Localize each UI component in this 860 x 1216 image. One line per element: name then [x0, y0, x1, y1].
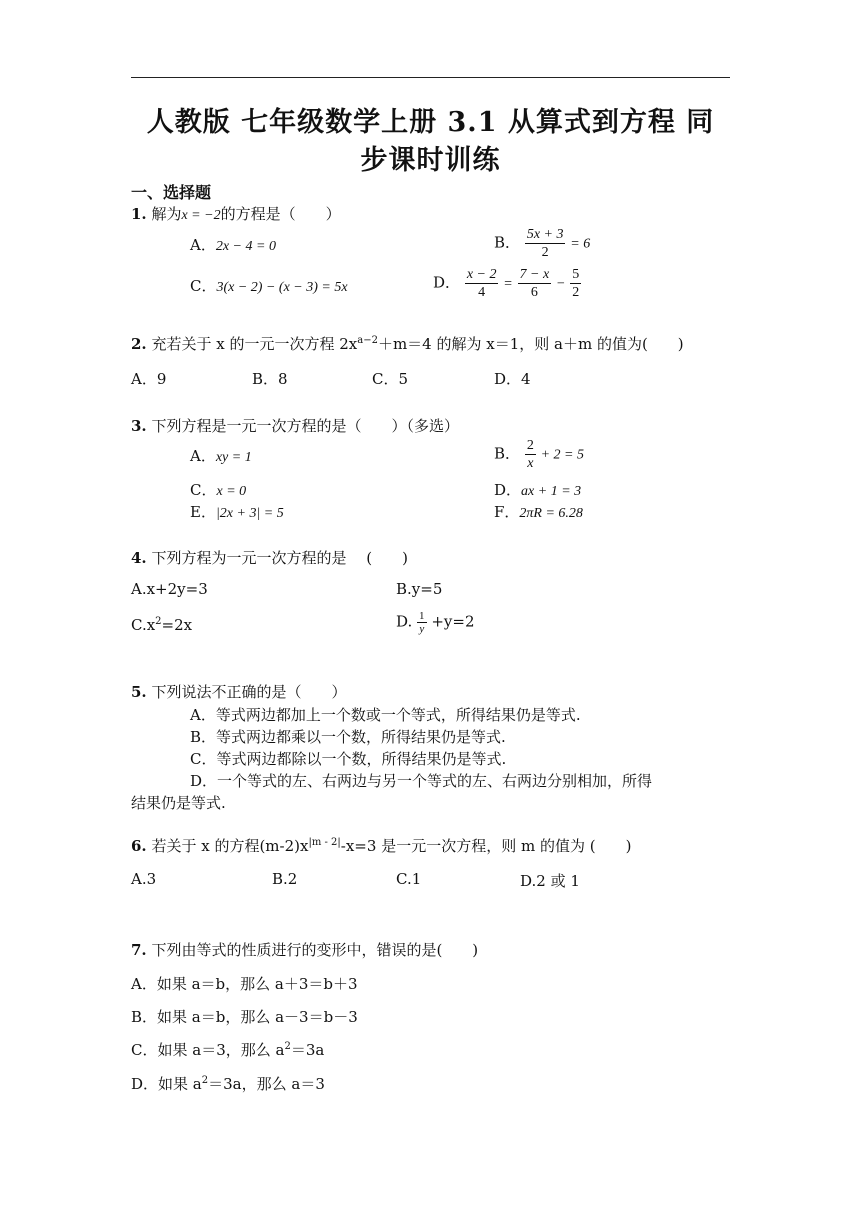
q4-option-a: A.x+2y=3	[131, 580, 208, 598]
title-line-1: 人教版 七年级数学上册 3.1 从算式到方程 同	[146, 107, 715, 138]
q1-option-b: B． $\frac{5x + 3}{2}$ = 6	[494, 227, 591, 260]
q3-option-d: D．ax + 1 = 3	[494, 481, 582, 499]
q5-option-d: D．一个等式的左、右两边与另一个等式的左、右两边分别相加，所得	[190, 772, 653, 790]
q7-option-d: D．如果 $a^2=3a$，那么 a＝3	[131, 1075, 325, 1093]
q3-option-a: A．xy = 1	[190, 447, 252, 465]
q5-option-c: C．等式两边都除以一个数，所得结果仍是等式.	[190, 750, 507, 768]
fraction: $\frac{5}{2}$	[572, 267, 580, 300]
q2-option-b: B．8	[252, 370, 288, 388]
q2-option-d: D．4	[494, 370, 531, 388]
q5-option-d-cont: 结果仍是等式.	[131, 794, 226, 812]
title-line-2: 步课时训练	[360, 145, 501, 176]
q5-option-b: B．等式两边都乘以一个数，所得结果仍是等式.	[190, 728, 506, 746]
fraction: $\frac{5x + 3}{2}$	[526, 227, 564, 260]
fraction: $\frac{x - 2}{4}$	[466, 267, 497, 300]
q4-option-b: B.y=5	[396, 580, 443, 598]
q1-option-a: A．2x − 4 = 0	[190, 236, 276, 254]
q6-option-c: C.1	[396, 870, 422, 888]
q3-option-e: E．|2x + 3| = 5	[190, 503, 284, 521]
question-5: 5. 下列说法不正确的是（ ）	[131, 683, 347, 701]
q1-option-d: D． $\frac{x - 2}{4}$ = $\frac{7 - x}{6}$ − $\frac{5}{2}$	[433, 267, 580, 300]
fraction: $\frac{7 - x}{6}$	[519, 267, 550, 300]
q3-option-c: C．x = 0	[190, 481, 247, 499]
q4-option-d: D. $\frac{1}{y}$ +y=2	[396, 610, 475, 635]
q4-option-c: $C.x^2=2x$	[131, 616, 193, 634]
q2-option-a: A．9	[131, 370, 167, 388]
question-7: 7. 下列由等式的性质进行的变形中，错误的是( )	[131, 941, 479, 959]
header-rule	[131, 77, 730, 78]
q1-option-c: C．3(x − 2) − (x − 3) = 5x	[190, 277, 348, 295]
q3-option-f: F．2πR = 6.28	[494, 503, 583, 521]
fraction: $\frac{1}{y}$	[419, 610, 425, 635]
question-stem-end: 的方程是（ ）	[220, 205, 341, 223]
q6-option-a: A.3	[131, 870, 157, 888]
question-1	[131, 203, 341, 224]
document-title	[131, 104, 730, 180]
question-4: 4. 下列方程为一元一次方程的是 ( )	[131, 549, 408, 567]
section-heading: 一、选择题	[131, 183, 212, 202]
question-number: 1.	[131, 205, 147, 223]
question-math: x = −2	[181, 208, 221, 223]
question-2: 2. 充若关于 x 的一元一次方程 $2x^{a-2}+m=4$ 的解为 x＝1，则 a＋m 的值为( )	[131, 335, 684, 353]
q2-option-c: C．5	[372, 370, 409, 388]
question-stem: 解为	[151, 205, 182, 223]
q7-option-a: A．如果 a＝b，那么 a＋3＝b＋3	[131, 975, 358, 993]
q7-option-c: C．如果 a＝3，那么 $a^2=3a$	[131, 1041, 325, 1059]
q3-option-b: B． $\frac{2}{x}$ + 2 = 5	[494, 438, 584, 471]
q5-option-a: A．等式两边都加上一个数或一个等式，所得结果仍是等式.	[190, 706, 581, 724]
q6-option-d: D.2 或 1	[520, 872, 580, 890]
q7-option-b: B．如果 a＝b，那么 a－3＝b－3	[131, 1008, 358, 1026]
fraction: $\frac{2}{x}$	[526, 438, 534, 471]
question-6: 6. 若关于 x 的方程$(m-2)x^{|m - 2|}-x=3$ 是一元一次方程，则 m 的值为 ( )	[131, 837, 632, 855]
q6-option-b: B.2	[272, 870, 298, 888]
question-3: 3. 下列方程是一元一次方程的是（ ）（多选）	[131, 417, 459, 435]
